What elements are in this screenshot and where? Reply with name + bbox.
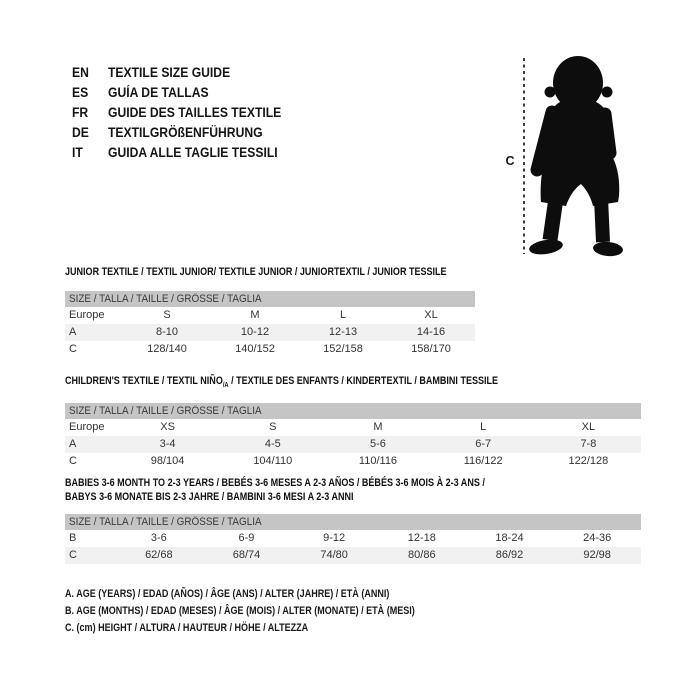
language-row-it bbox=[72, 142, 281, 162]
size-cell: 8-10 bbox=[155, 326, 179, 338]
size-cell: 152/158 bbox=[323, 343, 363, 355]
size-cell: XL bbox=[424, 309, 438, 321]
language-label: GUIDA ALLE TAGLIE TESSILI bbox=[108, 144, 278, 160]
language-code: ES bbox=[72, 84, 89, 100]
size-cell: 128/140 bbox=[147, 343, 187, 355]
baby-silhouette bbox=[528, 56, 623, 257]
babies-table-title-line2: BABYS 3-6 MONATE BIS 2-3 JAHRE / BAMBINI 3-6 MESI A 2-3 ANNI bbox=[65, 491, 354, 503]
table-row bbox=[65, 341, 475, 358]
babies-table-title-line1: BABIES 3-6 MONTH TO 2-3 YEARS / BEBÉS 3-6 MESES A 2-3 AÑOS / BÉBÉS 3-6 MOIS À 2-3 ANS / bbox=[65, 477, 485, 489]
size-cell: 74/80 bbox=[320, 549, 348, 561]
language-row-en bbox=[72, 62, 281, 82]
size-cell: 86/92 bbox=[495, 549, 524, 561]
size-cell: 110/116 bbox=[358, 455, 398, 468]
size-cell: 6-7 bbox=[475, 438, 492, 451]
size-cell: 3-6 bbox=[150, 532, 167, 544]
size-cell: 140/152 bbox=[235, 343, 275, 355]
size-header-bar bbox=[65, 291, 475, 307]
footnote-c: C. (cm) HEIGHT / ALTURA / HAUTEUR / HÖHE / ALTEZZA bbox=[65, 622, 309, 634]
children-title-subscript: /A bbox=[222, 382, 229, 390]
language-label: TEXTILGRÖßENFÜHRUNG bbox=[108, 124, 263, 140]
language-label: TEXTILE SIZE GUIDE bbox=[108, 64, 231, 80]
row-label: C bbox=[69, 343, 77, 355]
size-cell: 80/86 bbox=[408, 549, 436, 561]
size-cell: 68/74 bbox=[232, 549, 261, 561]
language-code: DE bbox=[72, 124, 89, 140]
size-cell: L bbox=[339, 309, 347, 321]
footnote-b: B. AGE (MONTHS) / EDAD (MESES) / ÂGE (MOIS) / ALTER (MONATE) / ETÀ (MESI) bbox=[65, 605, 415, 617]
size-header-text: SIZE / TALLA / TAILLE / GRÖSSE / TAGLIA bbox=[69, 516, 262, 528]
children-table bbox=[65, 403, 641, 470]
size-cell: 9-12 bbox=[323, 532, 346, 544]
table-row bbox=[65, 419, 641, 436]
footnote-a: A. AGE (YEARS) / EDAD (AÑOS) / ÂGE (ANS) / ALTER (JAHRE) / ETÀ (ANNI) bbox=[65, 588, 390, 600]
language-row-de bbox=[72, 122, 281, 142]
size-cell: S bbox=[269, 421, 277, 434]
row-label: B bbox=[69, 532, 77, 544]
language-row-es bbox=[72, 82, 281, 102]
table-row bbox=[65, 547, 641, 564]
language-list bbox=[72, 62, 305, 162]
language-code: EN bbox=[72, 64, 89, 80]
row-label: A bbox=[69, 438, 77, 451]
baby-silhouette-figure bbox=[500, 50, 645, 260]
language-label: GUÍA DE TALLAS bbox=[108, 84, 209, 100]
size-cell: XL bbox=[581, 421, 596, 434]
size-header-text: SIZE / TALLA / TAILLE / GRÖSSE / TAGLIA bbox=[69, 293, 262, 305]
size-cell: S bbox=[163, 309, 171, 321]
table-row bbox=[65, 530, 641, 547]
babies-table bbox=[65, 514, 641, 564]
size-cell: M bbox=[373, 421, 383, 434]
footnotes bbox=[65, 586, 492, 637]
babies-table-section bbox=[65, 476, 643, 564]
size-cell: 12-18 bbox=[407, 532, 436, 544]
size-header-text: SIZE / TALLA / TAILLE / GRÖSSE / TAGLIA bbox=[69, 405, 262, 418]
height-measure-label: C bbox=[505, 154, 515, 168]
junior-table bbox=[65, 291, 475, 358]
size-header-bar bbox=[65, 403, 641, 419]
language-row-fr bbox=[72, 102, 281, 122]
size-cell: 4-5 bbox=[264, 438, 281, 451]
table-row bbox=[65, 453, 641, 470]
size-cell: 116/122 bbox=[463, 455, 503, 468]
size-cell: 122/128 bbox=[568, 455, 609, 468]
row-label: Europe bbox=[69, 309, 105, 321]
row-label: Europe bbox=[69, 421, 105, 434]
table-row bbox=[65, 324, 475, 341]
size-cell: 158/170 bbox=[411, 343, 451, 355]
size-cell: XS bbox=[160, 421, 175, 434]
size-cell: 7-8 bbox=[580, 438, 597, 451]
language-label: GUIDE DES TAILLES TEXTILE bbox=[108, 104, 282, 120]
size-cell: 12-13 bbox=[328, 326, 358, 338]
table-row bbox=[65, 307, 475, 324]
size-header-bar bbox=[65, 514, 641, 530]
size-cell: 10-12 bbox=[240, 326, 270, 338]
junior-table-title: JUNIOR TEXTILE / TEXTIL JUNIOR/ TEXTILE JUNIOR / JUNIORTEXTIL / JUNIOR TESSILE bbox=[65, 266, 447, 278]
row-label: C bbox=[69, 549, 77, 561]
children-title-part: CHILDREN'S TEXTILE / TEXTIL NIÑO bbox=[65, 375, 223, 387]
size-cell: 24-36 bbox=[583, 532, 612, 544]
junior-table-section bbox=[65, 265, 477, 358]
size-cell: 3-4 bbox=[159, 438, 176, 451]
size-cell: 5-6 bbox=[370, 438, 386, 451]
children-title-part: / TEXTILE DES ENFANTS / KINDERTEXTIL / BAMBINI TESSILE bbox=[228, 375, 499, 387]
size-cell: L bbox=[480, 421, 487, 434]
language-code: FR bbox=[72, 104, 89, 120]
language-code: IT bbox=[72, 144, 83, 160]
size-cell: 92/98 bbox=[583, 549, 611, 561]
children-table-section bbox=[65, 374, 643, 470]
size-cell: 62/68 bbox=[145, 549, 173, 561]
size-cell: 6-9 bbox=[238, 532, 255, 544]
size-cell: 14-16 bbox=[416, 326, 446, 338]
row-label: C bbox=[69, 455, 77, 468]
size-cell: M bbox=[250, 309, 260, 321]
size-cell: 18-24 bbox=[495, 532, 524, 544]
size-cell: 98/104 bbox=[150, 455, 185, 468]
size-cell: 104/110 bbox=[253, 455, 293, 468]
row-label: A bbox=[69, 326, 77, 338]
children-table-title bbox=[65, 374, 539, 393]
table-row bbox=[65, 436, 641, 453]
